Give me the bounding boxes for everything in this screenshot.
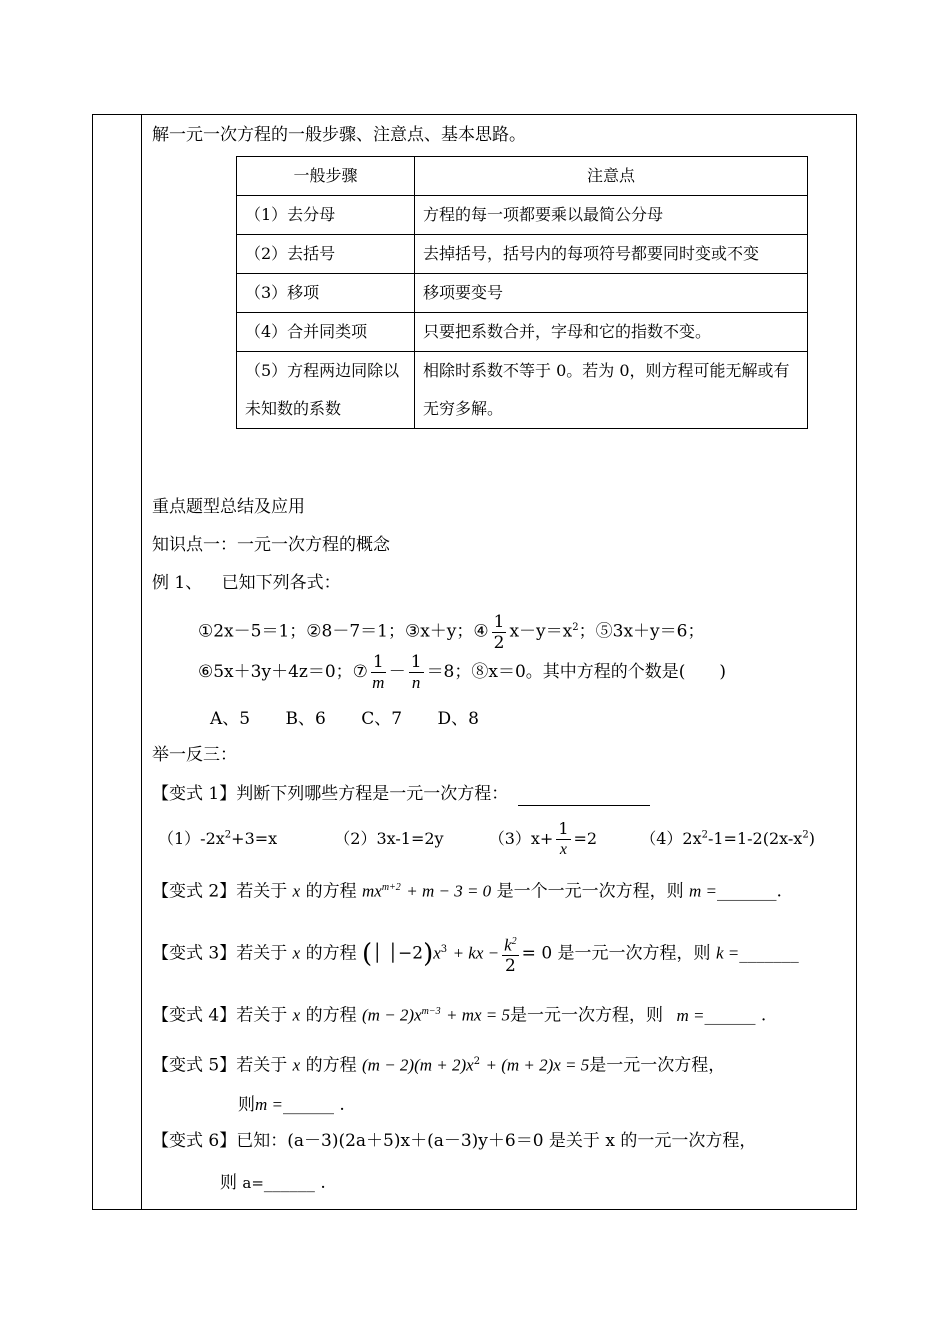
variant-text: 若关于 xyxy=(236,1005,288,1026)
fraction-numerator: 1 xyxy=(372,652,384,672)
answer-variable: m = xyxy=(676,1005,705,1025)
fraction-denominator: n xyxy=(411,673,421,692)
table-row xyxy=(237,352,808,429)
fraction-denominator: m xyxy=(372,673,385,692)
table-row xyxy=(237,313,808,352)
variable: x xyxy=(292,1055,301,1075)
step-cell: （3）移项 xyxy=(237,274,415,313)
variant-text: 是一元一次方程，则 xyxy=(510,1005,664,1026)
item-4 xyxy=(640,829,815,848)
table-header-steps: 一般步骤 xyxy=(237,157,415,196)
equation-part: │ │−2 xyxy=(372,943,424,964)
option: D、8 xyxy=(437,709,479,729)
practice-title: 举一反三： xyxy=(152,745,237,765)
period: . xyxy=(339,1095,345,1115)
period: . xyxy=(776,881,782,902)
answer-blank[interactable]: _______ xyxy=(716,881,777,902)
fraction-numerator: 1 xyxy=(558,819,569,839)
fraction-numerator: 1 xyxy=(493,611,505,632)
variant-text: 的方程 xyxy=(305,1055,357,1076)
exponent: 2 xyxy=(224,830,232,841)
variant1-items xyxy=(158,816,815,860)
expr-text: （4）2x xyxy=(640,829,702,849)
table-header-notes: 注意点 xyxy=(415,157,808,196)
equation-part: mx xyxy=(362,881,382,901)
steps-table xyxy=(236,156,808,429)
exponent: 2 xyxy=(701,830,708,841)
expr-text: （1）-2x xyxy=(158,829,225,849)
variant-text: 的方程 xyxy=(305,1005,357,1026)
exponent: 2 xyxy=(511,935,517,947)
variable: x xyxy=(292,1005,301,1025)
equation-part: x xyxy=(433,943,441,963)
fraction-numerator: 1 xyxy=(410,652,422,672)
expr-text: ；⑤3x＋y＝6； xyxy=(578,621,705,642)
section-title: 重点题型总结及应用 xyxy=(152,497,305,517)
table-row xyxy=(237,196,808,235)
fraction xyxy=(556,819,570,860)
variant-label: 【变式 2】 xyxy=(152,881,237,902)
left-column-divider xyxy=(141,114,142,1210)
period: . xyxy=(760,1005,767,1026)
item-2: （2）3x-1=2y xyxy=(334,829,444,849)
equation-part: + kx − xyxy=(452,943,500,963)
example1-line1 xyxy=(198,608,704,653)
option: B、6 xyxy=(285,709,326,729)
variant5-answer-line xyxy=(238,1093,345,1117)
answer-variable: m = xyxy=(688,881,717,901)
equation-part: = 0 xyxy=(521,943,553,964)
variant-text: 是一元一次方程，则 xyxy=(557,943,711,964)
exponent: 2 xyxy=(473,1056,481,1067)
equation-part: + (m + 2)x = 5 xyxy=(485,1055,590,1075)
exponent: 2 xyxy=(802,830,809,841)
fraction-denominator: 2 xyxy=(493,632,505,653)
example1-heading xyxy=(152,571,341,595)
expr-text: ＝8；⑧x＝0。其中方程的个数是( ) xyxy=(426,662,727,682)
expr-text: x－y＝x xyxy=(509,621,573,642)
answer-blank[interactable]: _______ xyxy=(739,943,799,964)
fraction xyxy=(409,652,424,693)
answer-blank[interactable]: ______ xyxy=(704,1005,756,1026)
fraction-denominator: 2 xyxy=(504,956,516,977)
step-cell: （2）去括号 xyxy=(237,235,415,274)
variant6-answer-line xyxy=(220,1171,326,1195)
fraction xyxy=(371,652,386,693)
answer-variable: k = xyxy=(715,943,740,963)
equation-part: (m − 2) xyxy=(362,1005,415,1025)
note-cell: 去掉括号，括号内的每项符号都要同时变或不变 xyxy=(415,235,808,274)
step-cell: （4）合并同类项 xyxy=(237,313,415,352)
variant-text: 已知：(a－3)(2a＋5)x＋(a－3)y＋6＝0 是关于 x 的一元一次方程， xyxy=(236,1131,757,1151)
equation-part: x xyxy=(414,1005,422,1025)
variant-text: 则 xyxy=(238,1095,255,1115)
numerator-var: k xyxy=(504,935,512,955)
variant-text: 则 xyxy=(220,1173,237,1193)
fraction xyxy=(502,932,519,977)
variable: x xyxy=(292,943,301,963)
option: A、5 xyxy=(210,709,251,729)
variant-label: 【变式 6】 xyxy=(152,1131,237,1151)
equation-part: + m − 3 = 0 xyxy=(406,881,492,901)
exponent: 2 xyxy=(572,622,579,633)
expr-text: ⑥5x＋3y＋4z＝0；⑦ xyxy=(198,662,368,682)
answer-variable: a= xyxy=(242,1174,264,1192)
variant-text: 是一个一元一次方程，则 xyxy=(496,881,684,902)
variant6-line xyxy=(152,1129,756,1153)
answer-variable: m = xyxy=(255,1095,283,1114)
exponent: m−3 xyxy=(421,1006,441,1017)
variant-text: 的方程 xyxy=(305,881,357,902)
note-cell: 相除时系数不等于 0。若为 0，则方程可能无解或有无穷多解。 xyxy=(415,352,808,429)
variant-label: 【变式 3】 xyxy=(152,943,237,964)
variant-text: 的方程 xyxy=(305,943,357,964)
note-cell: 只要把系数合并，字母和它的指数不变。 xyxy=(415,313,808,352)
variant-label: 【变式 5】 xyxy=(152,1055,237,1076)
note-cell: 移项要变号 xyxy=(415,274,808,313)
knowledge-point: 知识点一：一元一次方程的概念 xyxy=(152,535,390,555)
example1-line2 xyxy=(198,652,726,693)
variant-text: 若关于 xyxy=(236,881,288,902)
equation-part: + mx = 5 xyxy=(446,1005,511,1025)
expr-text: =2 xyxy=(573,829,598,849)
equation-part: (m − 2)(m + 2)x xyxy=(362,1055,474,1075)
answer-blank[interactable]: ______ xyxy=(283,1095,334,1115)
answer-blank[interactable] xyxy=(518,781,650,806)
table-row xyxy=(237,235,808,274)
example1-prompt: 已知下列各式： xyxy=(221,573,341,593)
step-cell: （1）去分母 xyxy=(237,196,415,235)
step-cell: （5）方程两边同除以未知数的系数 xyxy=(237,352,415,429)
answer-blank[interactable]: ______ xyxy=(263,1173,315,1193)
item-1 xyxy=(158,829,277,848)
variant2-line xyxy=(152,876,782,904)
example1-label: 例 1、 xyxy=(152,573,203,593)
variable: x xyxy=(292,881,301,901)
paren: ) xyxy=(423,939,434,970)
exponent: 3 xyxy=(440,944,448,955)
variant-text: 是一元一次方程， xyxy=(589,1055,726,1076)
fraction-denominator: x xyxy=(559,841,567,859)
paren: ( xyxy=(362,939,373,970)
fraction xyxy=(492,612,507,653)
table-row xyxy=(237,274,808,313)
table-header-row xyxy=(237,157,808,196)
variant5-line xyxy=(152,1046,725,1082)
variant1-line xyxy=(152,781,650,806)
expr-text: -1=1-2(2x-x xyxy=(707,829,803,849)
intro-text: 解一元一次方程的一般步骤、注意点、基本思路。 xyxy=(152,125,526,145)
variant-label: 【变式 1】 xyxy=(152,784,237,804)
variant-text: 若关于 xyxy=(236,943,288,964)
expr-text: （3）x+ xyxy=(488,829,554,849)
period: . xyxy=(320,1173,326,1193)
expr-text: ) xyxy=(808,829,815,849)
note-cell: 方程的每一项都要乘以最简公分母 xyxy=(415,196,808,235)
variant3-line xyxy=(152,928,799,976)
exponent: m+2 xyxy=(381,882,401,893)
variant4-line xyxy=(152,996,766,1032)
expr-text: +3=x xyxy=(231,829,278,849)
example1-options xyxy=(210,707,479,731)
expr-text: ①2x－5＝1；②8－7＝1；③x＋y；④ xyxy=(198,621,489,642)
variant-text: 判断下列哪些方程是一元一次方程： xyxy=(236,784,509,804)
minus-sign: － xyxy=(388,662,406,682)
item-3 xyxy=(488,819,598,859)
variant-label: 【变式 4】 xyxy=(152,1005,237,1026)
variant-text: 若关于 xyxy=(236,1055,288,1076)
option: C、7 xyxy=(361,709,403,729)
fraction-numerator xyxy=(502,932,519,957)
